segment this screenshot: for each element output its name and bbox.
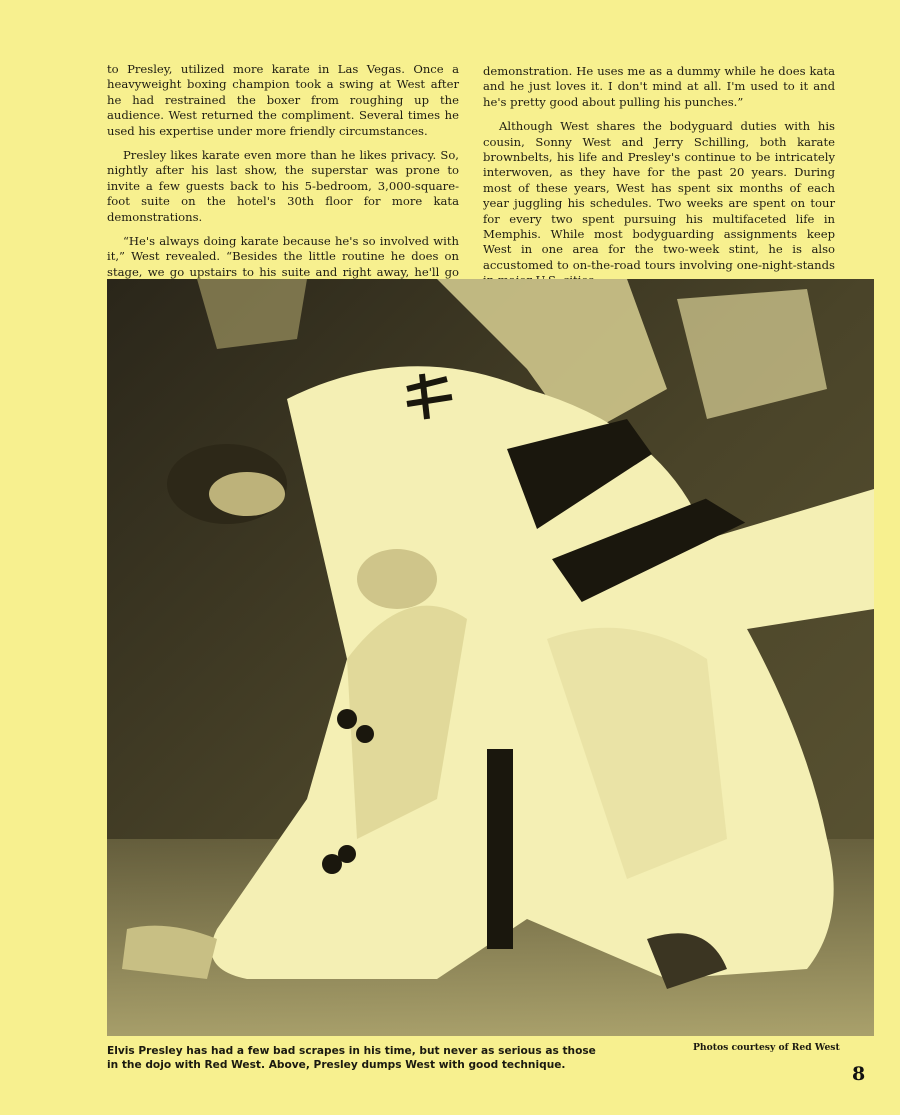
paragraph: Although West shares the bodyguard duties with his cousin, Sonny West and Jerry Schilling, both karate brownbelts, his life and Presley's continue to be intricately interwoven, as they have for the past 20 years. During most of these years, West has spent six months of each year juggling his schedules. Two weeks are spent on tour for every two spent pursuing his multifaceted life in Memphis. While most bodyguarding assignments keep West in one area for the two-week stint, he is also accustomed to on-the-road tours involving one-night-stands xyxy=(483,119,835,272)
karate-photo xyxy=(107,279,874,1036)
article-column-left xyxy=(107,62,459,305)
article-column-right xyxy=(483,64,835,298)
paragraph: demonstration. He uses me as a dummy while he does kata and he just loves it. I don't mind at all. I'm used to it and he's pretty good about pulling his punches.” xyxy=(483,64,835,109)
paragraph: Presley likes karate even more than he likes privacy. So, nightly after his last show, the superstar was prone to invite a few guests back to his 5-bedroom, 3,000-square-foot suite on the hotel's 30th floor for more kata demonstrations. xyxy=(107,148,459,224)
paragraph: “He's always doing karate because he's so involved with it,” West revealed. “Besides the little routine he does on stage, we go upstairs to his suite and right away, he'll go xyxy=(107,234,459,279)
photo-credit: Photos courtesy of Red West xyxy=(693,1042,840,1053)
karate-throw-illustration xyxy=(107,279,874,1036)
photo-caption: Elvis Presley has had a few bad scrapes in his time, but never as serious as those in the dojo with Red West. Above, Presley dumps West with good technique. xyxy=(107,1045,596,1071)
page-number: 8 xyxy=(852,1063,866,1085)
paragraph: to Presley, utilized more karate in Las Vegas. Once a heavyweight boxing champion took a swing at West after he had restrained the boxer from roughing up the audience. West returned the compliment. Several times he used his expertise under more friendly circumstances. xyxy=(107,62,459,138)
